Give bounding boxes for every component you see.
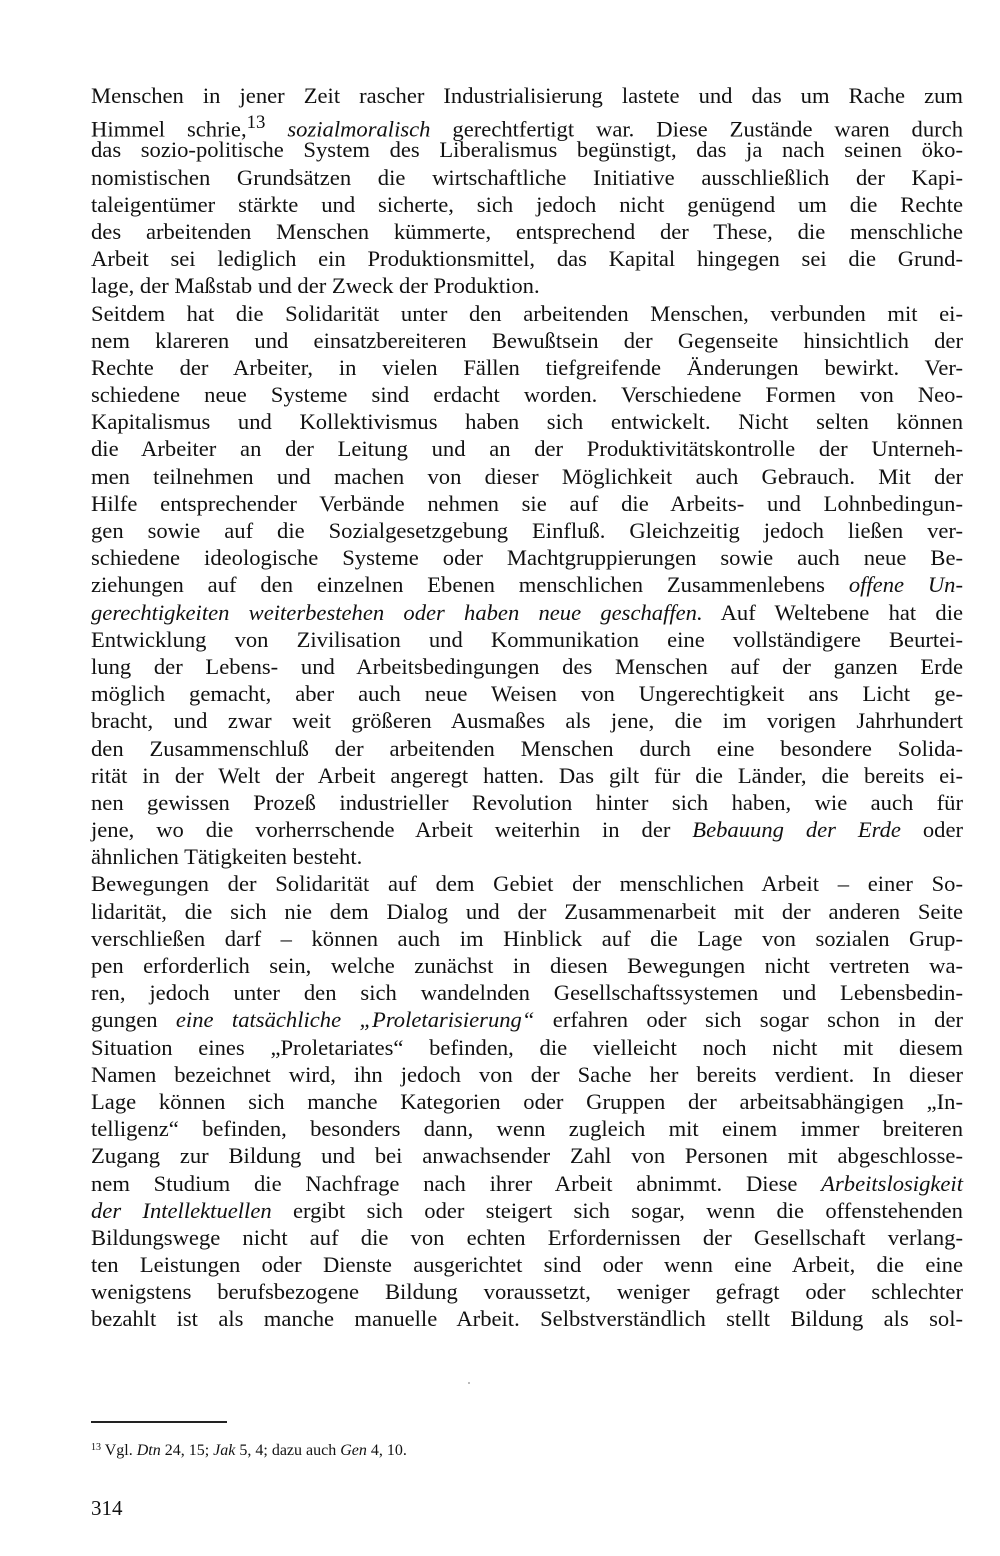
text-line: den Zusammenschluß der arbeitenden Menschen durch eine besondere Solida- [91, 735, 963, 761]
text-line: Namen bezeichnet wird, ihn jedoch von der Sache her bereits verdient. In dieser [91, 1061, 963, 1087]
text-line: pen erforderlich sein, welche zunächst in diesen Bewegungen nicht vertreten wa- [91, 953, 963, 978]
text-line: Entwicklung von Zivilisation und Kommunikation eine vollständigere Beurtei- [91, 626, 963, 652]
emphasis-text: Gen [340, 1442, 367, 1459]
footnote-ref: 13 [91, 1442, 101, 1453]
emphasis-text: Arbeitslosigkeit [821, 1170, 963, 1196]
text-line: lung der Lebens- und Arbeitsbedingungen des Menschen auf der ganzen Erde [91, 653, 963, 679]
text-line: nem Studium die Nachfrage nach ihrer Arbeit abnimmt. Diese Arbeitslosigkeit [91, 1170, 963, 1196]
footnote-rule [91, 1421, 227, 1423]
text-line: taleigentümer stärkte und sicherte, sich jedoch nicht genügend um die Rechte [91, 191, 963, 217]
footnote: $^{13}$ Vgl. Dtn 24, 15; Jak 5, 4; dazu auch Gen 4, 10. [91, 1442, 407, 1459]
text-line: die Arbeiter an der Leitung und an der Produktivitätskontrolle der Unterneh- [91, 436, 963, 462]
text-line: Bildungswege nicht auf die von echten Erfordernissen der Gesellschaft verlang- [91, 1224, 963, 1250]
text-line: Situation eines „Proletariates“ befinden, die vielleicht noch nicht mit diesem [91, 1034, 963, 1060]
text-line: bezahlt ist als manche manuelle Arbeit. Selbstverständlich stellt Bildung als sol- [91, 1306, 963, 1332]
text-line: verschließen darf – können auch im Hinblick auf die Lage von sozialen Grup- [91, 925, 963, 951]
text-line: Kapitalismus und Kollektivismus haben sich entwickelt. Nicht selten können [91, 409, 963, 435]
text-line: ren, jedoch unter den sich wandelnden Gesellschaftssystemen und Lebensbedin- [91, 980, 963, 1006]
text-line: Himmel schrie,$^{13}$ sozialmoralisch gerechtfertigt war. Diese Zustände waren durch [91, 112, 963, 142]
text-line: nomistischen Grundsätzen die wirtschaftliche Initiative ausschließlich der Kapi- [91, 164, 963, 190]
emphasis-text: der Intellektuellen [91, 1197, 272, 1223]
text-line: Hilfe entsprechender Verbände nehmen sie auf die Arbeits- und Lohnbedingun- [91, 490, 963, 516]
text-line: schiedene neue Systeme sind erdacht worden. Verschiedene Formen von Neo- [91, 382, 963, 408]
text-line: lidarität, die sich nie dem Dialog und der Zusammenarbeit mit der anderen Seite [91, 898, 963, 924]
footnote-ref: 13 [246, 112, 266, 134]
text-line: nem klareren und einsatzbereiteren Bewußtsein der Gegenseite hinsichtlich der [91, 327, 963, 353]
text-line: Rechte der Arbeiter, in vielen Fällen tiefgreifende Änderungen bewirkt. Ver- [91, 354, 963, 380]
text-line: gerechtigkeiten weiterbestehen oder haben neue geschaffen. Auf Weltebene hat die [91, 599, 963, 625]
text-line: Arbeit sei lediglich ein Produktionsmittel, das Kapital hingegen sei die Grund- [91, 246, 963, 272]
text-line: der Intellektuellen ergibt sich oder steigert sich sogar, wenn die offenstehenden [91, 1197, 963, 1223]
emphasis-text: Jak [213, 1442, 236, 1459]
text-line: rität in der Welt der Arbeit angeregt hatten. Das gilt für die Länder, die bereits ei- [91, 762, 963, 788]
text-line: ziehungen auf den einzelnen Ebenen menschlichen Zusammenlebens offene Un- [91, 572, 963, 598]
text-line: gen sowie auf die Sozialgesetzgebung Einfluß. Gleichzeitig jedoch ließen ver- [91, 518, 963, 543]
text-line: ähnlichen Tätigkeiten besteht. [91, 844, 363, 870]
text-line: Lage können sich manche Kategorien oder Gruppen der arbeitsabhängigen „In- [91, 1088, 963, 1114]
text-line: schiedene ideologische Systeme oder Machtgruppierungen sowie auch neue Be- [91, 545, 963, 571]
body-text [91, 82, 963, 1333]
text-line: jene, wo die vorherrschende Arbeit weiterhin in der Bebauung der Erde oder [91, 817, 963, 843]
text-line: das sozio-politische System des Liberalismus begünstigt, das ja nach seinen öko- [91, 137, 963, 163]
text-line: Seitdem hat die Solidarität unter den arbeitenden Menschen, verbunden mit ei- [91, 300, 963, 326]
text-line: des arbeitenden Menschen kümmerte, entsprechend der These, die menschliche [91, 218, 963, 244]
text-line: telligenz“ befinden, besonders dann, wenn zugleich mit einem immer breiteren [91, 1116, 963, 1142]
text-line: Zugang zur Bildung und bei anwachsender Zahl von Personen mit abgeschlosse- [91, 1143, 963, 1169]
text-line: men teilnehmen und machen von dieser Möglichkeit auch Gebrauch. Mit der [91, 463, 963, 489]
emphasis-text: gerechtigkeiten weiterbestehen oder haben neue geschaffen. [91, 599, 703, 625]
text-line: bracht, und zwar weit größeren Ausmaßes als jene, die im vorigen Jahrhundert [91, 708, 963, 734]
text-line: gungen eine tatsächliche „Proletarisierung“ erfahren oder sich sogar schon in der [91, 1007, 963, 1033]
emphasis-text: sozialmoralisch [287, 116, 431, 142]
emphasis-text: Dtn [136, 1442, 161, 1459]
text-line: wenigstens berufsbezogene Bildung voraussetzt, weniger gefragt oder schlechter [91, 1279, 963, 1305]
text-line: möglich gemacht, aber auch neue Weisen von Ungerechtigkeit ans Licht ge- [91, 681, 963, 707]
text-line: ten Leistungen oder Dienste ausgerichtet sind oder wenn eine Arbeit, die eine [91, 1252, 963, 1278]
emphasis-text: offene Un- [848, 572, 963, 598]
scan-speck [468, 1382, 470, 1384]
emphasis-text: eine tatsächliche „Proletarisierung“ [175, 1007, 535, 1033]
page-number: 314 [91, 1496, 123, 1520]
text-line: lage, der Maßstab und der Zweck der Produktion. [91, 273, 540, 299]
text-line: Bewegungen der Solidarität auf dem Gebiet der menschlichen Arbeit – einer So- [91, 871, 963, 897]
text-line: nen gewissen Prozeß industrieller Revolution hinter sich haben, wie auch für [91, 789, 963, 815]
text-line: Menschen in jener Zeit rascher Industrialisierung lastete und das um Rache zum [91, 83, 963, 108]
emphasis-text: Bebauung der Erde [692, 817, 901, 843]
